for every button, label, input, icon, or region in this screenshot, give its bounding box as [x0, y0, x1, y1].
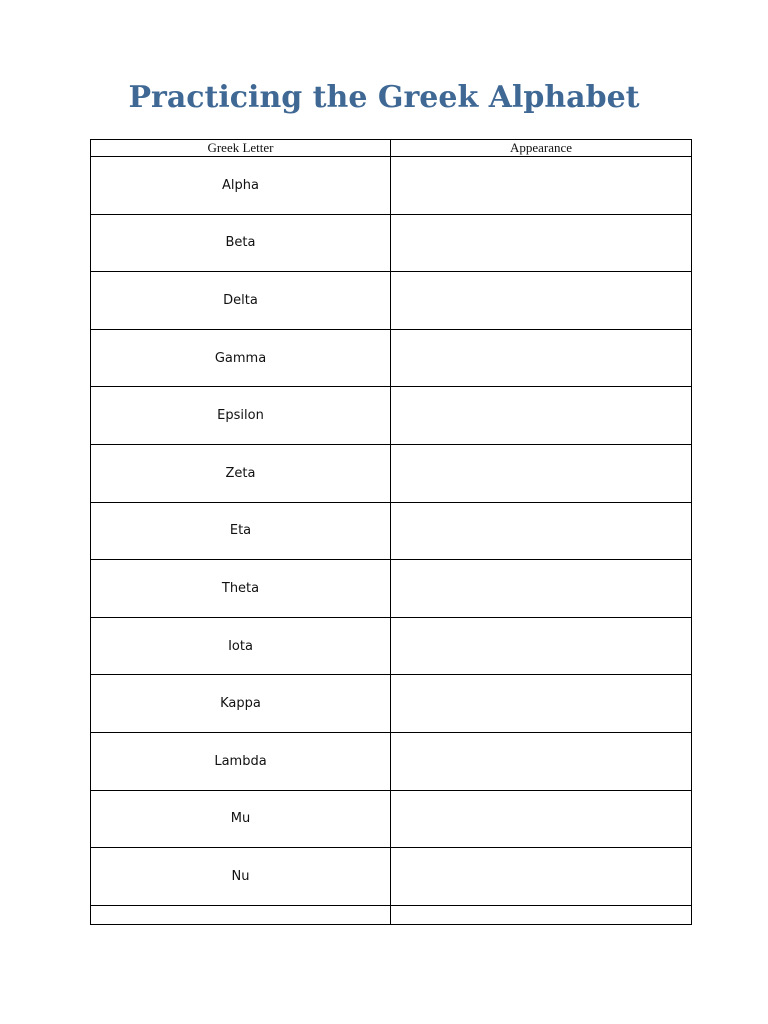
greek-letter-cell [91, 905, 391, 924]
table-row [91, 617, 692, 675]
appearance-cell[interactable] [391, 560, 692, 618]
greek-letter-cell: Iota [91, 617, 391, 675]
table-row [91, 214, 692, 272]
page-title: Practicing the Greek Alphabet [128, 80, 640, 115]
greek-letter-cell: Beta [91, 214, 391, 272]
greek-letter-cell: Delta [91, 272, 391, 330]
table-row [91, 502, 692, 560]
greek-letter-cell: Eta [91, 502, 391, 560]
table-row [91, 272, 692, 330]
appearance-cell[interactable] [391, 848, 692, 906]
table-row [91, 157, 692, 215]
table-row [91, 790, 692, 848]
greek-letter-cell: Zeta [91, 444, 391, 502]
greek-letter-cell: Mu [91, 790, 391, 848]
column-header-greek-letter: Greek Letter [91, 140, 391, 157]
appearance-cell[interactable] [391, 732, 692, 790]
greek-letter-cell: Nu [91, 848, 391, 906]
appearance-cell[interactable] [391, 214, 692, 272]
appearance-cell[interactable] [391, 502, 692, 560]
column-header-appearance: Appearance [391, 140, 692, 157]
greek-letter-cell: Alpha [91, 157, 391, 215]
table-row [91, 732, 692, 790]
appearance-cell[interactable] [391, 387, 692, 445]
table-header-row [91, 140, 692, 157]
table-row [91, 675, 692, 733]
table-row [91, 444, 692, 502]
greek-letter-cell: Epsilon [91, 387, 391, 445]
appearance-cell[interactable] [391, 444, 692, 502]
table-row [91, 905, 692, 924]
appearance-cell[interactable] [391, 272, 692, 330]
table-row [91, 329, 692, 387]
greek-letter-cell: Theta [91, 560, 391, 618]
greek-letter-cell: Lambda [91, 732, 391, 790]
appearance-cell[interactable] [391, 905, 692, 924]
table-row [91, 387, 692, 445]
greek-letter-table [90, 139, 692, 925]
appearance-cell[interactable] [391, 790, 692, 848]
appearance-cell[interactable] [391, 157, 692, 215]
greek-letter-cell: Kappa [91, 675, 391, 733]
greek-letter-cell: Gamma [91, 329, 391, 387]
appearance-cell[interactable] [391, 675, 692, 733]
table-row [91, 560, 692, 618]
appearance-cell[interactable] [391, 329, 692, 387]
appearance-cell[interactable] [391, 617, 692, 675]
table-row [91, 848, 692, 906]
